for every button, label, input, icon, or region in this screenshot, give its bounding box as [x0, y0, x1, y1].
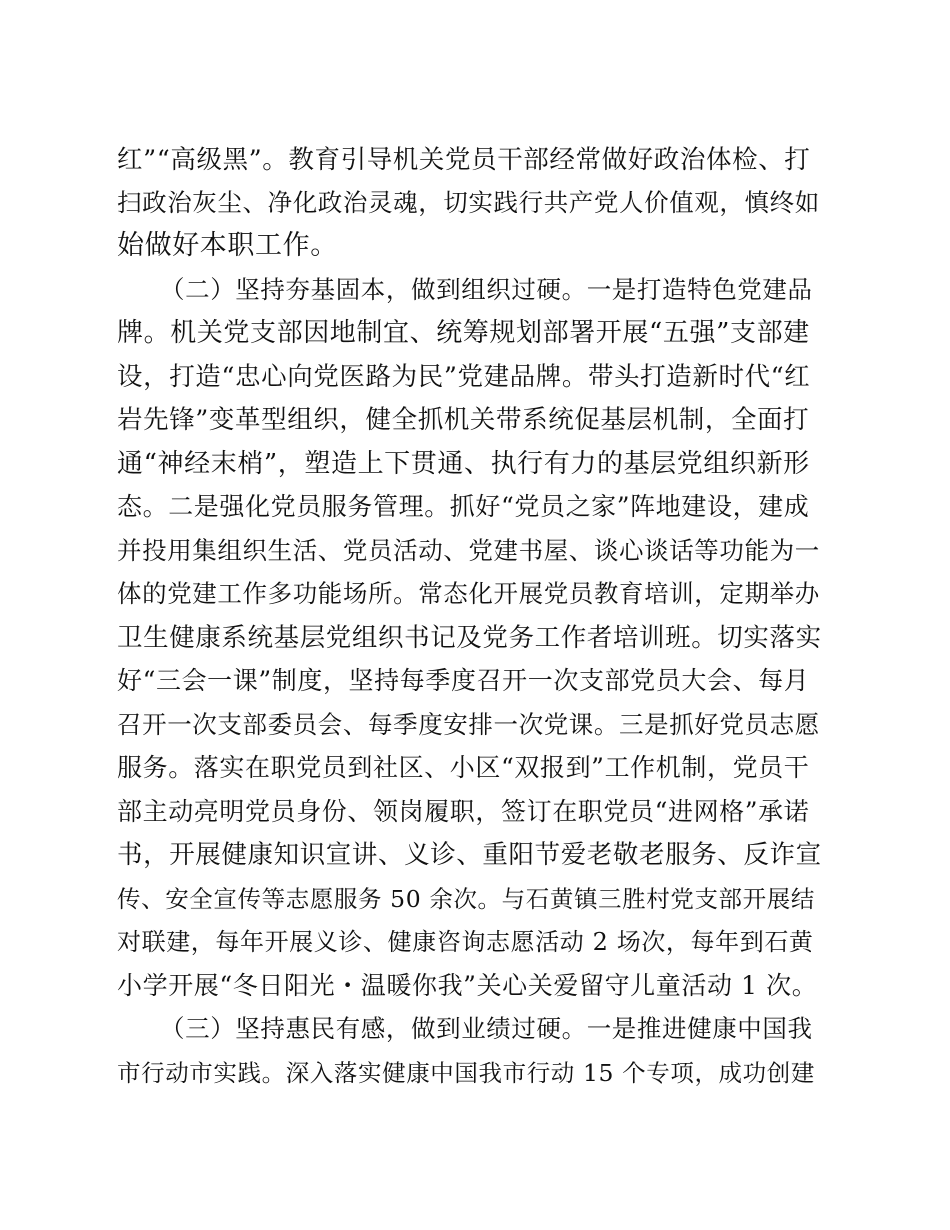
text-line: 扫政治灰尘、净化政治灵魂，切实践行共产党人价值观，慎终如	[117, 188, 820, 217]
text-line: 红”“高级黑”。教育引导机关党员干部经常做好政治体检、打	[117, 145, 811, 175]
text-line: 岩先锋”变革型组织，健全抓机关带系统促基层机制，全面打	[117, 405, 810, 435]
text-line: 态。二是强化党员服务管理。抓好“党员之家”阵地建设，建成	[117, 492, 810, 521]
text-line: 好“三会一课”制度，坚持每季度召开一次支部党员大会、每月	[117, 666, 810, 695]
text-line: 牌。机关党支部因地制宜、统筹规划部署开展“五强”支部建	[117, 318, 810, 348]
text-line: 部主动亮明党员身份、领岗履职，签订在职党员“进网格”承诺	[117, 797, 810, 826]
text-line: 通“神经末梢”，塑造上下贯通、执行有力的基层党组织新形	[117, 449, 810, 479]
text-line: 并投用集组织生活、党员活动、党建书屋、谈心谈话等功能为一	[117, 536, 820, 565]
text-line: 小学开展“冬日阳光・温暖你我”关心关爱留守儿童活动 1 次。	[117, 971, 818, 1000]
paragraph-heading-line: （二）坚持夯基固本，做到组织过硬。一是打造特色党建品	[160, 275, 813, 304]
text-line: 设，打造“忠心向党医路为民”党建品牌。带头打造新时代“红	[117, 362, 811, 392]
paragraph-heading-line: （三）坚持惠民有感，做到业绩过硬。一是推进健康中国我	[160, 1014, 813, 1043]
text-line: 召开一次支部委员会、每季度安排一次党课。三是抓好党员志愿	[117, 710, 820, 739]
text-line: 传、安全宣传等志愿服务 50 余次。与石黄镇三胜村党支部开展结	[117, 885, 815, 913]
text-line: 对联建，每年开展义诊、健康咨询志愿活动 2 场次，每年到石黄	[117, 928, 814, 956]
text-line: 市行动市实践。深入落实健康中国我市行动 15 个专项，成功创建	[117, 1059, 815, 1087]
text-line: 服务。落实在职党员到社区、小区“双报到”工作机制，党员干	[117, 753, 810, 782]
text-line: 体的党建工作多功能场所。常态化开展党员教育培训，定期举办	[117, 579, 820, 608]
text-line: 书，开展健康知识宣讲、义诊、重阳节爱老敬老服务、反诈宣	[117, 840, 822, 870]
text-line: 卫生健康系统基层党组织书记及党务工作者培训班。切实落实	[117, 623, 822, 653]
text-line: 始做好本职工作。	[117, 230, 338, 261]
